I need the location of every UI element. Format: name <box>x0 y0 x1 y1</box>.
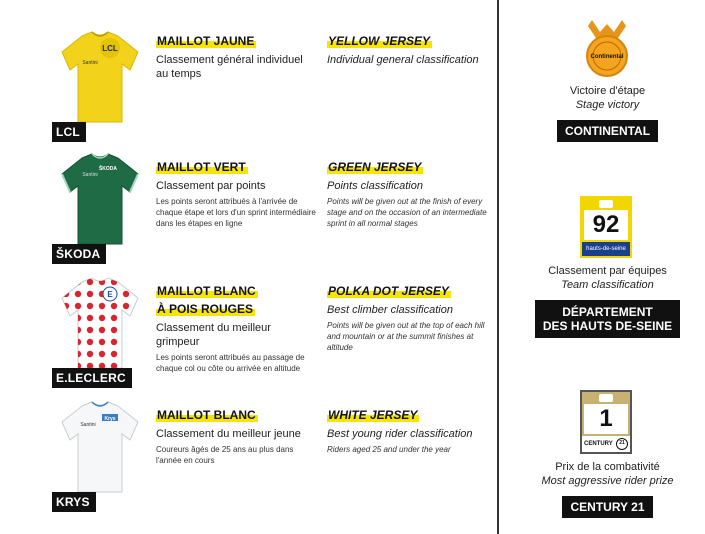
award-sponsor-tag: CENTURY 21 <box>562 496 652 518</box>
tour-logo-icon <box>599 394 613 402</box>
classification-en: Best climber classification <box>327 304 453 316</box>
award-label-fr: Victoire d'étape <box>569 85 646 97</box>
classification-fr: Classement du meilleur grimpeur <box>156 322 271 348</box>
french-column <box>156 32 316 81</box>
sponsor-line-2: DES HAUTS DE-SEINE <box>542 319 673 333</box>
award-label-en: Stage victory <box>575 99 640 111</box>
column-divider <box>497 0 499 534</box>
combativity-card <box>580 390 632 454</box>
jersey-graphic-wrap <box>52 30 148 142</box>
jersey-row-polka-dot <box>0 276 498 388</box>
sponsor-line-1: DÉPARTEMENT <box>562 305 653 319</box>
english-column <box>327 158 497 229</box>
card-number: 92 <box>584 210 628 240</box>
card-label: hauts-de-seine <box>582 242 630 256</box>
card-label-text: CENTURY <box>584 441 613 447</box>
classification-fr: Classement général individuel au temps <box>156 54 303 80</box>
french-column <box>156 282 316 374</box>
jersey-title-en: WHITE JERSEY <box>328 408 418 422</box>
jersey-graphic-wrap <box>52 276 148 388</box>
jersey-row-yellow <box>0 30 498 142</box>
svg-text:ŠKODA: ŠKODA <box>98 166 118 172</box>
svg-text:E: E <box>107 290 113 299</box>
description-en: Points will be given out at the top of each hill and mountain or at the summit finishes at altitude <box>327 321 485 352</box>
french-column <box>156 406 316 466</box>
polka-dot-jersey-icon <box>60 276 140 371</box>
award-stage-victory <box>510 84 705 142</box>
yellow-jersey-icon <box>60 30 140 125</box>
jersey-title-en: POLKA DOT JERSEY <box>328 284 449 298</box>
english-column <box>327 406 497 455</box>
award-label-fr: Prix de la combativité <box>555 461 660 473</box>
card-label <box>582 436 630 452</box>
jersey-title-en: GREEN JERSEY <box>328 160 422 174</box>
sponsor-tag: E.LECLERC <box>52 368 132 388</box>
jersey-row-green <box>0 152 498 264</box>
svg-text:LCL: LCL <box>102 44 118 53</box>
description-fr: Les points seront attribués à l'arrivée de chaque étape et lors d'un sprint intermédiaire dans les étapes en ligne <box>156 197 316 228</box>
svg-text:Krys: Krys <box>104 416 116 422</box>
sponsor-tag: LCL <box>52 122 86 142</box>
english-column <box>327 282 497 353</box>
french-column <box>156 158 316 229</box>
description-fr: Coureurs âgés de 25 ans au plus dans l'année en cours <box>156 445 294 465</box>
award-combativity <box>510 460 705 518</box>
award-label-en: Most aggressive rider prize <box>541 475 674 487</box>
description-en: Points will be given out at the finish of every stage and on the occasion of an intermediate sprint in all normal stages <box>327 197 487 228</box>
team-classification-card <box>580 196 632 258</box>
classification-en: Individual general classification <box>327 54 479 66</box>
card-number: 1 <box>584 404 628 434</box>
classification-en: Best young rider classification <box>327 428 473 440</box>
english-column <box>327 32 497 67</box>
jersey-row-white <box>0 400 498 512</box>
century21-badge-icon: 21 <box>616 438 628 450</box>
award-sponsor-tag: CONTINENTAL <box>557 120 658 142</box>
award-label-fr: Classement par équipes <box>548 265 667 277</box>
description-fr: Les points seront attribués au passage de chaque col ou côte ou arrivée en altitude <box>156 353 305 373</box>
svg-text:Santini: Santini <box>82 60 98 66</box>
jersey-title-en: YELLOW JERSEY <box>328 34 431 48</box>
sponsor-tag: ŠKODA <box>52 244 106 264</box>
svg-text:Santini: Santini <box>80 422 96 428</box>
jersey-graphic-wrap <box>52 400 148 512</box>
jersey-title-fr: MAILLOT VERT <box>157 160 246 174</box>
tour-logo-icon <box>599 200 613 208</box>
continental-badge-text: Continental <box>590 54 624 60</box>
green-jersey-icon <box>60 152 140 247</box>
sponsor-tag: KRYS <box>52 492 96 512</box>
classification-fr: Classement du meilleur jeune <box>156 428 301 440</box>
jersey-title-fr: MAILLOT JAUNE <box>157 34 255 48</box>
white-jersey-icon <box>60 400 140 495</box>
award-sponsor-tag <box>535 300 680 338</box>
jersey-title-fr: MAILLOT BLANC <box>157 284 256 298</box>
classification-en: Points classification <box>327 180 423 192</box>
classification-fr: Classement par points <box>156 180 266 192</box>
award-label-en: Team classification <box>561 279 654 291</box>
description-en: Riders aged 25 and under the year <box>327 445 451 454</box>
continental-badge-icon <box>582 18 632 78</box>
jersey-title-fr: MAILLOT BLANC <box>157 408 256 422</box>
svg-text:Santini: Santini <box>82 172 98 178</box>
jersey-graphic-wrap <box>52 152 148 264</box>
jersey-title-fr-line2: À POIS ROUGES <box>157 302 254 316</box>
award-team-classification <box>510 264 705 338</box>
